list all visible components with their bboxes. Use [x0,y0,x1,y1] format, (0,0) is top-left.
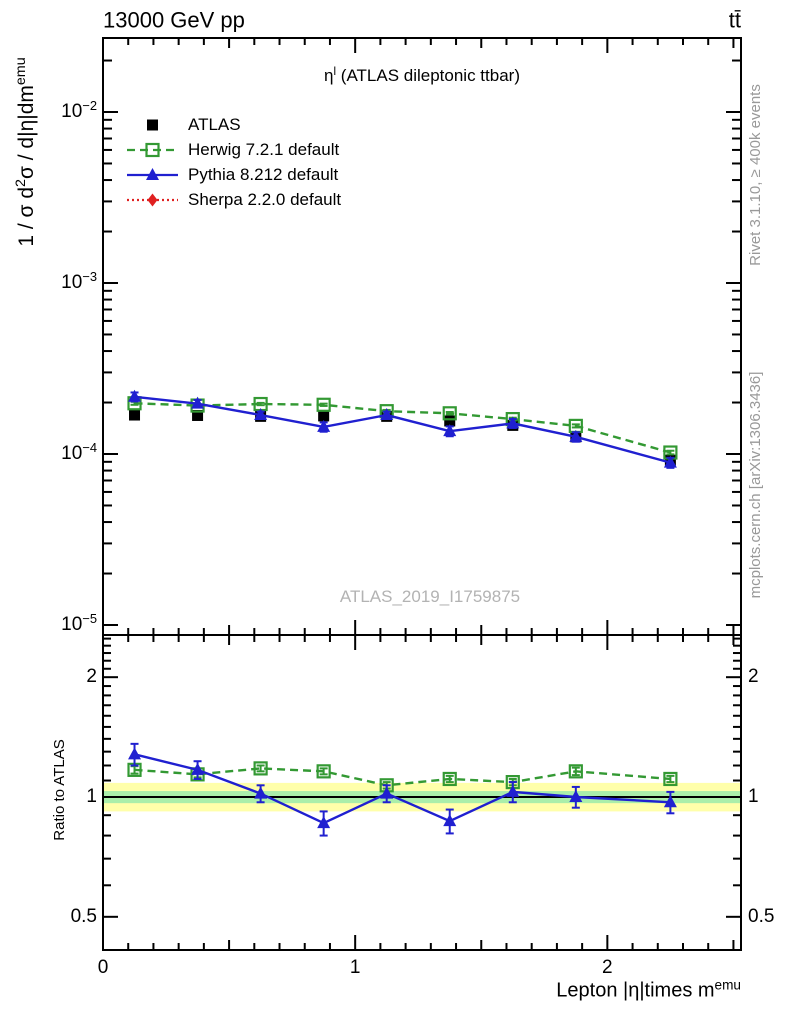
header-left-title: 13000 GeV pp [103,7,245,33]
y-tick-label-main: $10^{-4}$ [61,439,97,465]
x-tick-label: 0 [97,957,109,979]
y-axis-label-main: 1 / σ $d^2\sigma / d|\eta|dm^{emu}$ [13,57,38,247]
plot-title: $\eta^l$ (ATLAS dileptonic ttbar) [324,65,520,86]
marker-filled-square [129,410,140,421]
marker-filled-square [147,120,158,131]
legend-label-pythia: Pythia 8.212 default [188,165,339,185]
marker-filled-square [318,410,329,421]
legend-label-herwig: Herwig 7.2.1 default [188,140,340,160]
y-tick-label-main: $10^{-3}$ [61,268,97,294]
y-tick-label-ratio-left: 0.5 [70,905,97,927]
header-right-process: tt̄ [728,7,741,33]
legend-markers [127,120,178,207]
legend-label-sherpa: Sherpa 2.2.0 default [188,190,342,210]
y-tick-label-ratio-left: 2 [86,666,97,688]
rivet-version-label: Rivet 3.1.10, ≥ 400k events [747,84,764,266]
y-tick-label-main: $10^{-2}$ [61,97,97,123]
x-tick-label: 2 [602,957,613,979]
x-axis-label: Lepton |η|times $m^{emu}$ [556,977,741,1002]
y-tick-label-ratio-right: 1 [748,786,759,808]
ratio-reference-bands [103,783,741,812]
watermark-analysis-id: ATLAS_2019_I1759875 [339,587,521,607]
mcplots-credit-label: mcplots.cern.ch [arXiv:1306.3436] [747,371,764,599]
marker-filled-triangle [128,747,141,759]
legend-label-atlas: ATLAS [188,115,241,135]
y-axis-label-ratio: Ratio to ATLAS [51,739,68,841]
marker-filled-triangle [128,390,141,402]
y-tick-label-ratio-right: 2 [748,666,759,688]
y-tick-label-ratio-left: 1 [86,786,97,808]
y-tick-label-ratio-right: 0.5 [748,905,775,927]
series-pythia-main [128,390,677,468]
y-tick-label-main: $10^{-5}$ [61,610,97,636]
marker-filled-diamond [148,194,158,207]
x-tick-label: 1 [349,957,361,979]
